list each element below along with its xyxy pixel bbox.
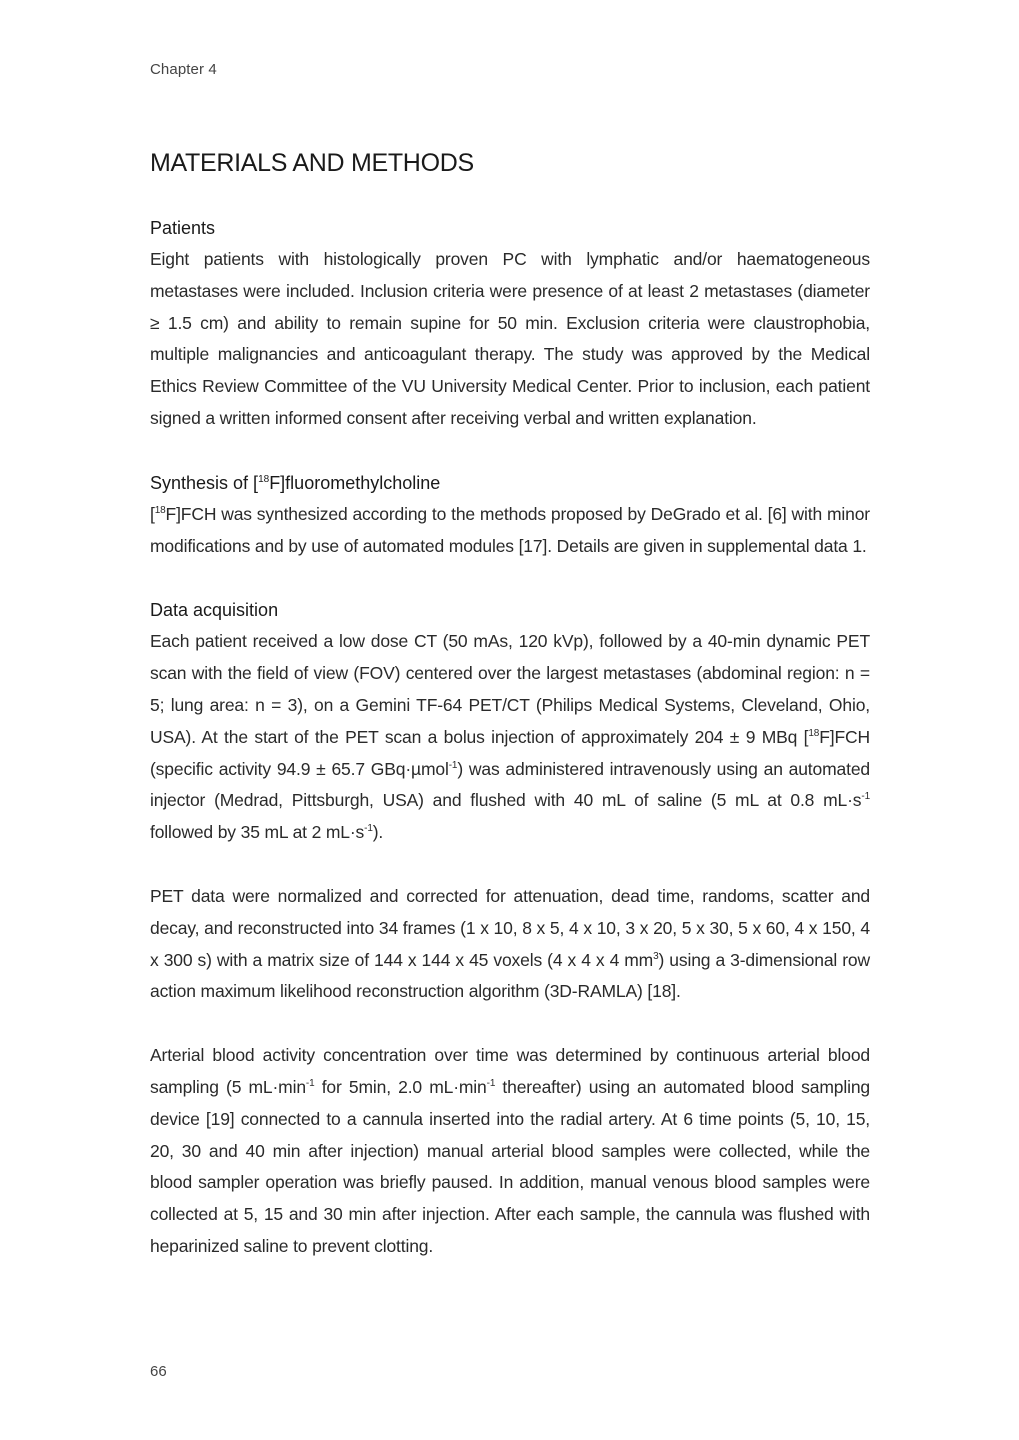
section-title: MATERIALS AND METHODS	[150, 149, 474, 177]
synthesis-heading: Synthesis of [$^{18}$F]fluoromethylcholine	[150, 472, 441, 493]
acquisition-heading: Data acquisition	[150, 600, 279, 621]
acquisition-paragraph-3: Arterial blood activity concentration over time was determined by continuous arterial blood sampling (5 $mL\cdot\min^{-1}$ for 5min, 2.0 $mL\cdot\min^{-1}$ thereafter) using an automated blood sampling device [19] connected to a cannula inserted into the radial artery. At 6 time points (5, 10, 15, 20, 30 and 40 min after injection) manual arterial blood samples were collected, while the blood sampler operation was briefly paused. In addition, manual venous blood samples were collected at 5, 15 and 30 min after injection. After each sample, the cannula was flushed with heparinized saline to prevent clotting.	[150, 1045, 870, 1256]
page-number: 66	[150, 1363, 167, 1380]
main-content	[150, 146, 870, 1295]
running-head: Chapter 4	[150, 61, 217, 78]
acquisition-paragraph-2: PET data were normalized and corrected for attenuation, dead time, randoms, scatter and decay, and reconstructed into 34 frames (1 x 10, 8 x 5, 4 x 10, 3 x 20, 5 x 30, 5 x 60, 4 x 150, 4 x 300 s) with a matrix size of 144 x 144 x 45 voxels (4 x 4 x 4 $mm^3$) using a 3-dimensional row action maximum likelihood reconstruction algorithm (3D-RAMLA) [18].	[150, 885, 870, 1002]
acquisition-paragraph-1: Each patient received a low dose CT (50 mAs, 120 kVp), followed by a 40-min dynamic PET scan with the field of view (FOV) centered over the largest metastases (abdominal region: n = 5; lung area: n = 3), on a Gemini TF-64 PET/CT (Philips Medical Systems, Cleveland, Ohio, USA). At the start of the PET scan a bolus injection of approximately 204 ± 9 MBq [$^{18}$F]FCH (specific activity 94.9 ± 65.7 GBq·µmol$^{-1}$) was administered intravenously using an automated injector (Medrad, Pittsburgh, USA) and flushed with 40 mL of saline (5 mL at 0.8 $mL\cdot s^{-1}$ followed by 35 mL at 2 $mL\cdot s^{-1}$).	[150, 631, 870, 843]
patients-paragraph: Eight patients with histologically proven PC with lymphatic and/or haematogeneous metastases were included. Inclusion criteria were presence of at least 2 metastases (diameter ≥ 1.5 cm) and ability to remain supine for 50 min. Exclusion criteria were claustrophobia, multiple malignancies and anticoagulant therapy. The study was approved by the Medical Ethics Review Committee of the VU University Medical Center. Prior to inclusion, each patient signed a written informed consent after receiving verbal and written explanation.	[150, 249, 870, 428]
patients-heading: Patients	[150, 218, 216, 238]
synthesis-paragraph: [$^{18}$F]FCH was synthesized according to the methods proposed by DeGrado et al. [6] with minor modifications and by use of automated modules [17]. Details are given in supplemental data 1.	[150, 503, 870, 556]
